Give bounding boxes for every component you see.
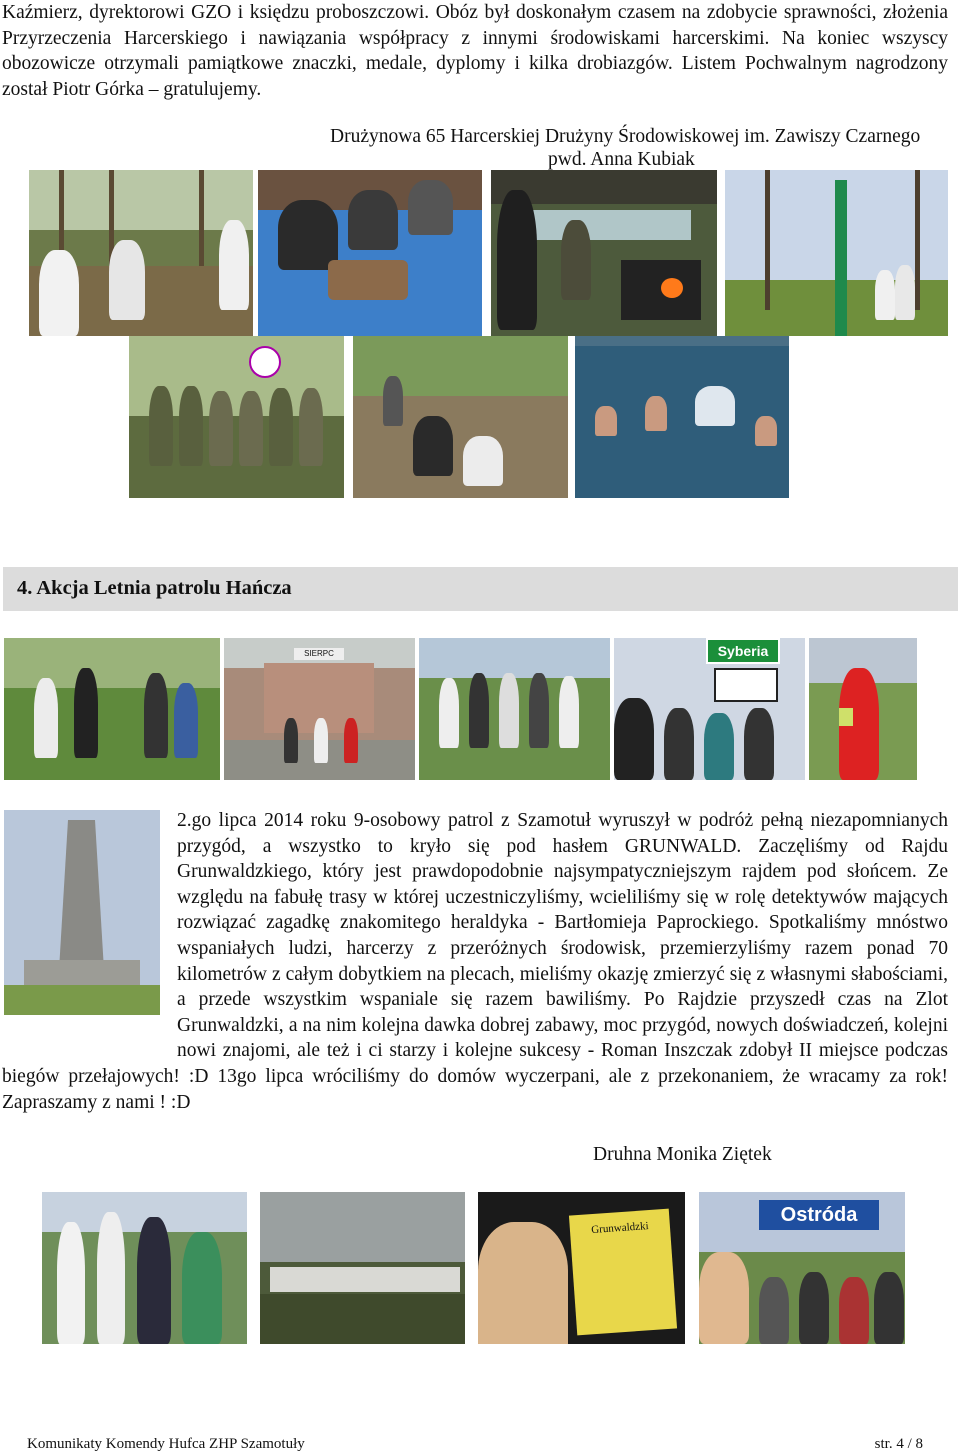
- footer-publication: Komunikaty Komendy Hufca ZHP Szamotuły: [27, 1436, 305, 1452]
- rally-photo-costumes: [42, 1192, 247, 1344]
- footer-page-number: str. 4 / 8: [874, 1436, 923, 1452]
- article-paragraph: 2.go lipca 2014 roku 9-osobowy patrol z Szamotuł wyruszył w podróż pełną niezapomnianych przygód, a wszystko to kryło się pod hasłem GRUNWALD. Zaczęliśmy od Rajdu Grunwaldzkiego, który jest prawdopodobnie najsympatyczniejszym rajdem pod słońcem. Ze względu na fabułę trasy w której uczestniczyliśmy, wcieliliśmy się w rolę detektywów mających rozwiązać zagadkę znakomitego heraldyka - Bartłomieja Paprockiego. Spotkaliśmy mnóstwo wspaniałych ludzi, harcerzy z przeróżnych środowisk, przemierzyliśmy razem ponad 70 kilometrów z całym dobytkiem na plecach, mieliśmy okazję zmierzyć się z własnymi słabościami, a przede wszystkim wspaniale się razem bawiliśmy.: [177, 810, 948, 1011]
- rally-photo-ostroda-station: [699, 1192, 905, 1344]
- station-sign: SIERPC: [294, 648, 344, 660]
- signature-title: Drużynowa 65 Harcerskiej Drużyny Środowiskowej im. Zawiszy Czarnego: [330, 126, 921, 147]
- camp-photo-clay-modelling: [258, 170, 482, 336]
- camp-photo-forest-workshop: [29, 170, 253, 336]
- camp-photo-forge: [491, 170, 717, 336]
- trip-photo-forest: [4, 638, 220, 780]
- camp-photo-swimming: [575, 336, 789, 498]
- trip-photo-group: [419, 638, 610, 780]
- section-heading: 4. Akcja Letnia patrolu Hańcza: [17, 577, 292, 599]
- article-wrap: [2, 808, 948, 1115]
- signature-2: Druhna Monika Ziętek: [593, 1144, 772, 1165]
- syberia-sign: Syberia: [706, 638, 780, 664]
- trip-photo-syberia-sign: [614, 638, 805, 780]
- section-heading-bar: [3, 567, 958, 611]
- intro-paragraph: Kaźmierz, dyrektorowi GZO i księdzu proboszczowi. Obóz był doskonałym czasem na zdobycie sprawności, złożenia Przyrzeczenia Harcerskiego i nawiązania współpracy z innymi środowiskami harcerskimi. Na koniec wszyscy obozowicze otrzymali pamiątkowe znaczki, medale, dyplomy i kilka drobiazgów. Listem Pochwalnym nagrodzony został Piotr Górka – gratulujemy.: [2, 2, 948, 100]
- signature-name: pwd. Anna Kubiak: [548, 149, 695, 170]
- camp-photo-climbing-tower: [725, 170, 948, 336]
- ostroda-sign: Ostróda: [759, 1200, 879, 1230]
- camp-photo-group: [129, 336, 344, 498]
- rally-photo-diploma: [478, 1192, 685, 1344]
- camp-photo-beach: [353, 336, 568, 498]
- article-paragraph-cont: Po Rajdzie przyszedł czas na Zlot Grunwaldzki, a na nim kolejna dawka dobrej zabawy, moc przygód, nowych doświadczeń, kolejni nowi znajomi, ale też i ci starzy i kolejne sukcesy - Roman Inszczak zdobył II miejsce podczas biegów przełajowych! :D 13go lipca wróciliśmy do domów wyczerpani, ale z przekonaniem, że wracamy za rok! Zapraszamy z nami ! :D: [2, 989, 948, 1113]
- rally-photo-camp-tents: [260, 1192, 465, 1344]
- trip-photo-station: [224, 638, 415, 780]
- trip-photo-boy-red: [809, 638, 917, 780]
- diploma-label: Grunwaldzki: [569, 1209, 677, 1336]
